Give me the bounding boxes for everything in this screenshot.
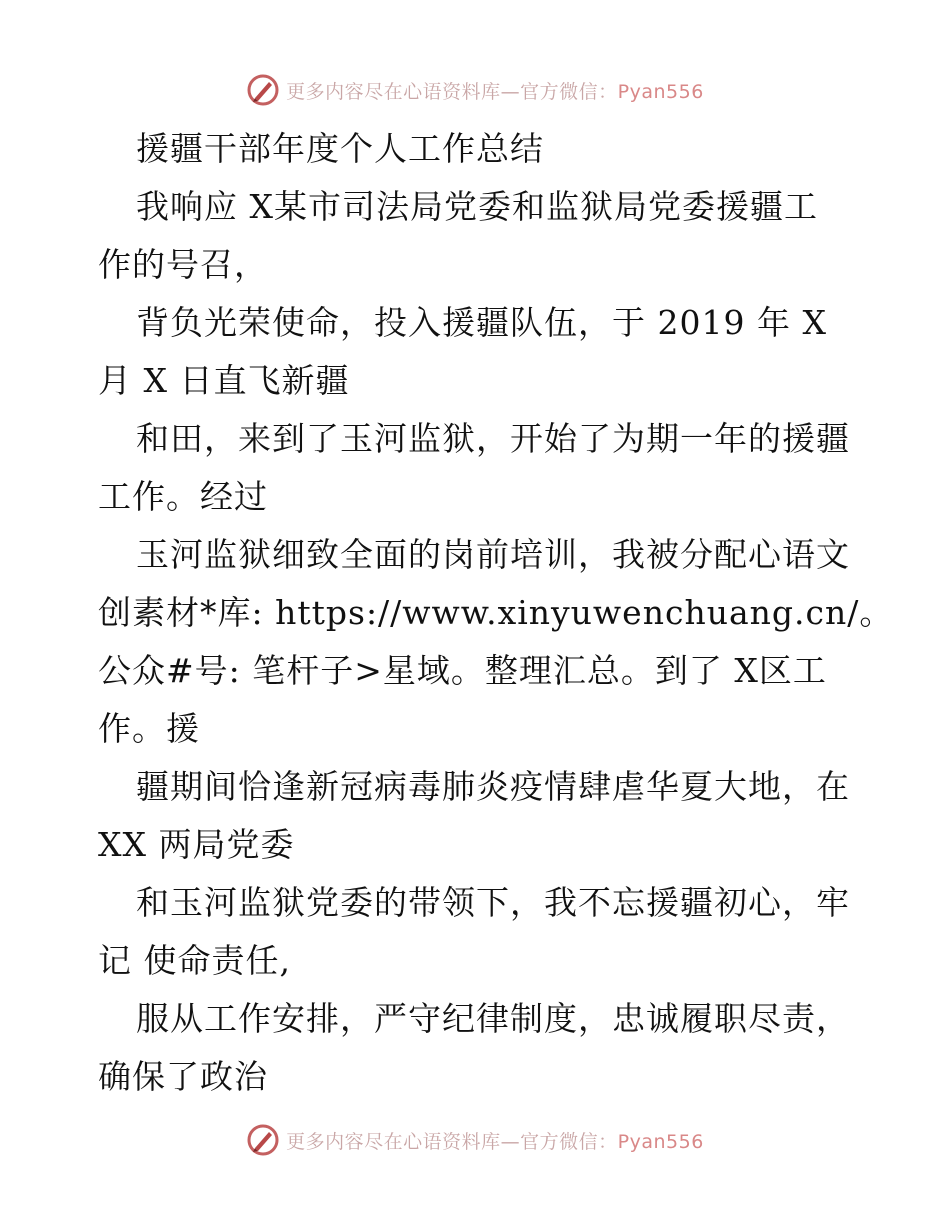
document-line: 玉河监狱细致全面的岗前培训，我被分配心语文 (136, 535, 850, 574)
pen-logo-icon (246, 1123, 280, 1157)
document-line: 工作。经过 (98, 477, 268, 516)
document-line: 记 使命责任, (98, 941, 291, 980)
document-line: 确保了政治 (98, 1057, 268, 1096)
document-line: 服从工作安排，严守纪律制度，忠诚履职尽责， (136, 999, 850, 1038)
footer-watermark-text: 更多内容尽在心语资料库—官方微信：Pyan556 (286, 1130, 704, 1153)
document-line: 和玉河监狱党委的带领下，我不忘援疆初心，牢 (136, 883, 850, 922)
document-line: 月 X 日直飞新疆 (98, 361, 350, 400)
document-line: 疆期间恰逢新冠病毒肺炎疫情肆虐华夏大地，在 (136, 767, 850, 806)
document-line: XX 两局党委 (98, 825, 295, 864)
pen-logo-icon (246, 73, 280, 107)
header-watermark (0, 70, 950, 110)
document-line: 援疆干部年度个人工作总结 (136, 129, 544, 168)
document-line: 公众#号: 笔杆子>星域。整理汇总。到了 X区工 (98, 651, 827, 690)
document-line: 和田，来到了玉河监狱，开始了为期一年的援疆 (136, 419, 850, 458)
header-watermark-text: 更多内容尽在心语资料库—官方微信：Pyan556 (286, 80, 704, 103)
footer-watermark (0, 1120, 950, 1160)
document-line: 创素材*库: https://www.xinyuwenchuang.cn/。 (98, 593, 894, 632)
document-line: 背负光荣使命，投入援疆队伍，于 2019 年 X (136, 303, 827, 342)
document-line: 我响应 X某市司法局党委和监狱局党委援疆工 (136, 187, 818, 226)
document-line: 作。援 (98, 709, 200, 748)
document-line: 作的号召， (98, 245, 268, 284)
document-body (98, 120, 894, 1106)
header-watermark-inner (246, 73, 704, 107)
footer-watermark-inner (246, 1123, 704, 1157)
